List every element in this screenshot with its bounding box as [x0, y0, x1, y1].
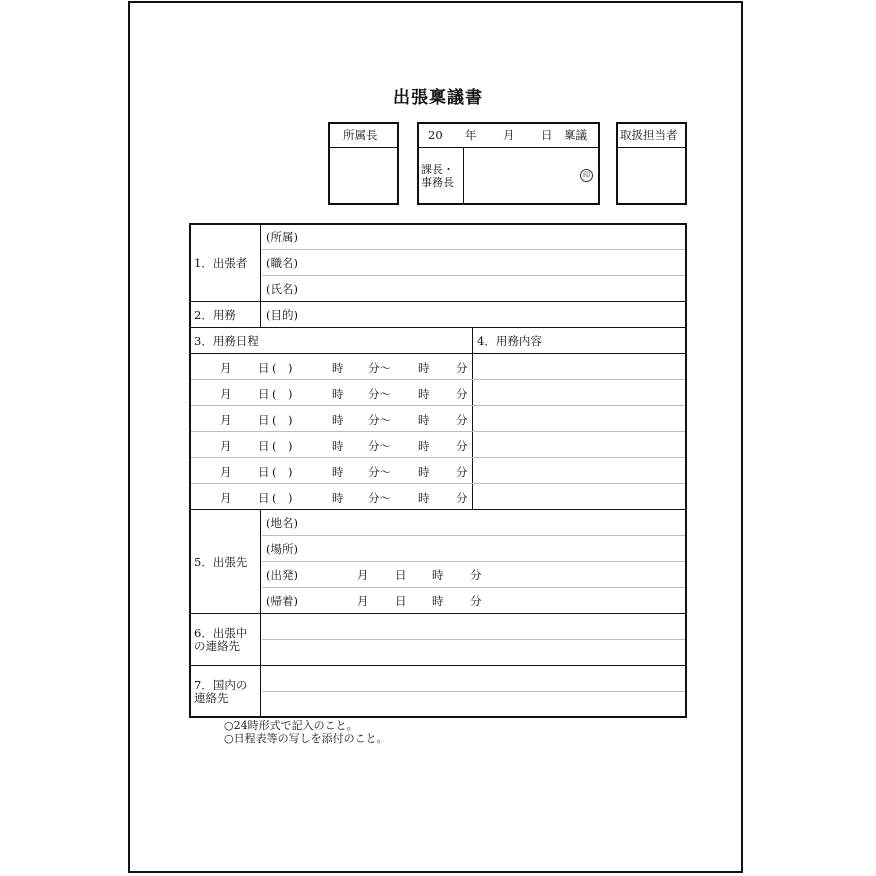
schedule-day: 日 — [258, 413, 270, 427]
schedule-day: 日 — [258, 439, 270, 453]
schedule-content-divider — [472, 328, 473, 509]
schedule-month: 月 — [220, 439, 232, 453]
schedule-minute-start: 分～ — [368, 387, 391, 401]
return-minute: 分 — [470, 594, 482, 608]
contact-domestic-label-line2: 連絡先 — [194, 691, 229, 705]
schedule-minute-start: 分～ — [368, 491, 391, 505]
schedule-row[interactable] — [190, 354, 472, 380]
schedule-day: 日 — [258, 465, 270, 479]
manager-divider — [419, 147, 598, 148]
return-hour: 時 — [432, 594, 444, 608]
document-title: 出張稟議書 — [393, 88, 483, 108]
schedule-hour-start: 時 — [332, 413, 344, 427]
schedule-month: 月 — [220, 491, 232, 505]
row-line — [262, 535, 685, 536]
manager-label-line1: 課長・ — [421, 163, 454, 176]
content-label: 4．用務内容 — [477, 334, 542, 348]
schedule-minute-start: 分～ — [368, 465, 391, 479]
schedule-weekday: ( ) — [272, 413, 293, 427]
date-prefix: 20 — [428, 128, 443, 142]
schedule-hour-end: 時 — [418, 361, 430, 375]
schedule-hour-end: 時 — [418, 465, 430, 479]
departure-month: 月 — [357, 568, 369, 582]
dept-head-divider — [330, 147, 397, 148]
traveler-name-field[interactable]: (氏名) — [266, 282, 298, 296]
section-line — [190, 665, 686, 666]
handler-label: 取扱担当者 — [620, 128, 678, 142]
schedule-row[interactable] — [190, 406, 472, 432]
date-day: 日 — [541, 128, 553, 142]
schedule-hour-start: 時 — [332, 361, 344, 375]
return-day: 日 — [395, 594, 407, 608]
schedule-row[interactable] — [190, 458, 472, 484]
schedule-hour-end: 時 — [418, 387, 430, 401]
destination-location-field[interactable]: (場所) — [266, 542, 298, 556]
departure-hour: 時 — [432, 568, 444, 582]
date-month: 月 — [503, 128, 515, 142]
row-line — [262, 639, 685, 640]
contact-during-label-line2: の連絡先 — [194, 639, 240, 653]
schedule-hour-start: 時 — [332, 387, 344, 401]
contact-domestic-label-line1: 7．国内の — [194, 678, 248, 692]
row-line — [262, 249, 685, 250]
schedule-month: 月 — [220, 465, 232, 479]
destination-label: 5．出張先 — [194, 555, 248, 569]
section-line — [190, 301, 686, 302]
schedule-minute-end: 分 — [456, 413, 468, 427]
schedule-hour-end: 時 — [418, 413, 430, 427]
section-line — [190, 327, 686, 328]
schedule-day: 日 — [258, 387, 270, 401]
departure-label[interactable]: (出発) — [266, 568, 298, 582]
destination-place-name-field[interactable]: (地名) — [266, 516, 298, 530]
departure-day: 日 — [395, 568, 407, 582]
schedule-minute-end: 分 — [456, 491, 468, 505]
manager-label-divider — [463, 148, 464, 203]
schedule-minute-start: 分～ — [368, 439, 391, 453]
schedule-row[interactable] — [190, 484, 472, 510]
label-column-divider — [260, 224, 261, 327]
schedule-day: 日 — [258, 361, 270, 375]
row-line — [262, 691, 685, 692]
return-month: 月 — [357, 594, 369, 608]
schedule-row[interactable] — [190, 432, 472, 458]
schedule-weekday: ( ) — [272, 439, 293, 453]
schedule-minute-start: 分～ — [368, 413, 391, 427]
row-line — [262, 275, 685, 276]
date-year: 年 — [465, 128, 477, 142]
schedule-label: 3．用務日程 — [194, 334, 259, 348]
notes — [224, 719, 388, 745]
schedule-weekday: ( ) — [272, 465, 293, 479]
schedule-hour-end: 時 — [418, 439, 430, 453]
row-line — [262, 587, 685, 588]
schedule-month: 月 — [220, 387, 232, 401]
purpose-label: 2．用務 — [194, 308, 236, 322]
seal-mark: 印 — [580, 169, 593, 182]
schedule-weekday: ( ) — [272, 491, 293, 505]
traveler-position-field[interactable]: (職名) — [266, 256, 298, 270]
manager-label-line2: 事務長 — [421, 176, 454, 189]
schedule-hour-start: 時 — [332, 491, 344, 505]
return-label[interactable]: (帰着) — [266, 594, 298, 608]
note-item: ○24時形式で記入のこと。 — [224, 719, 358, 732]
traveler-affiliation-field[interactable]: (所属) — [266, 230, 298, 244]
schedule-minute-start: 分～ — [368, 361, 391, 375]
note-item: ○日程表等の写しを添付のこと。 — [224, 732, 388, 745]
schedule-minute-end: 分 — [456, 439, 468, 453]
dept-head-label: 所属長 — [343, 128, 378, 142]
schedule-minute-end: 分 — [456, 361, 468, 375]
traveler-label: 1．出張者 — [194, 256, 248, 270]
label-column-divider — [260, 510, 261, 717]
purpose-field[interactable]: (目的) — [266, 308, 298, 322]
schedule-hour-end: 時 — [418, 491, 430, 505]
date-suffix: 稟議 — [564, 128, 587, 142]
schedule-day: 日 — [258, 491, 270, 505]
handler-divider — [618, 147, 685, 148]
schedule-month: 月 — [220, 413, 232, 427]
schedule-minute-end: 分 — [456, 465, 468, 479]
schedule-minute-end: 分 — [456, 387, 468, 401]
schedule-month: 月 — [220, 361, 232, 375]
row-line — [262, 561, 685, 562]
schedule-hour-start: 時 — [332, 465, 344, 479]
schedule-weekday: ( ) — [272, 387, 293, 401]
section-line — [190, 613, 686, 614]
departure-minute: 分 — [470, 568, 482, 582]
contact-during-label-line1: 6．出張中 — [194, 626, 248, 640]
schedule-hour-start: 時 — [332, 439, 344, 453]
schedule-weekday: ( ) — [272, 361, 293, 375]
schedule-row[interactable] — [190, 380, 472, 406]
